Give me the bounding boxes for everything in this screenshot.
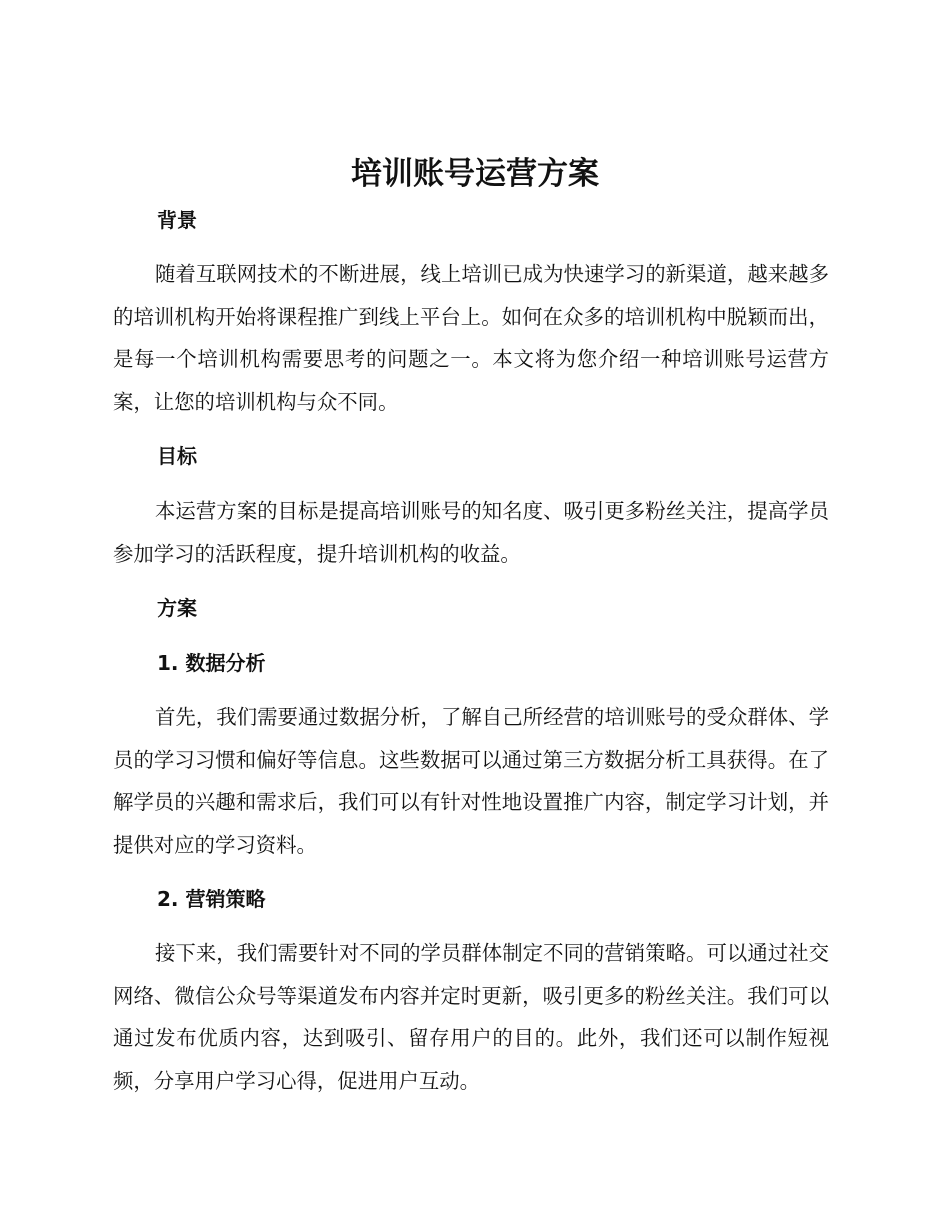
- document-title: 培训账号运营方案: [351, 156, 599, 192]
- subheading-marketing: 2. 营销策略: [157, 887, 266, 911]
- section-heading-background: 背景: [157, 208, 197, 232]
- paragraph-marketing: 接下来，我们需要针对不同的学员群体制定不同的营销策略。可以通过社交网络、微信公众号等渠道发布内容并定时更新，吸引更多的粉丝关注。我们可以通过发布优质内容，达到吸引、留存用户的目的。此外，我们还可以制作短视频，分享用户学习心得，促进用户互动。: [113, 941, 829, 1093]
- section-heading-goal: 目标: [157, 444, 197, 468]
- paragraph-background: 随着互联网技术的不断进展，线上培训已成为快速学习的新渠道，越来越多的培训机构开始将课程推广到线上平台上。如何在众多的培训机构中脱颖而出，是每一个培训机构需要思考的问题之一。本文将为您介绍一种培训账号运营方案，让您的培训机构与众不同。: [113, 262, 829, 414]
- section-heading-plan: 方案: [157, 596, 197, 620]
- paragraph-data-analysis: 首先，我们需要通过数据分析，了解自己所经营的培训账号的受众群体、学员的学习习惯和偏好等信息。这些数据可以通过第三方数据分析工具获得。在了解学员的兴趣和需求后，我们可以有针对性地设置推广内容，制定学习计划，并提供对应的学习资料。: [113, 705, 829, 857]
- paragraph-goal: 本运营方案的目标是提高培训账号的知名度、吸引更多粉丝关注，提高学员参加学习的活跃程度，提升培训机构的收益。: [113, 499, 829, 566]
- subheading-data-analysis: 1. 数据分析: [157, 651, 266, 675]
